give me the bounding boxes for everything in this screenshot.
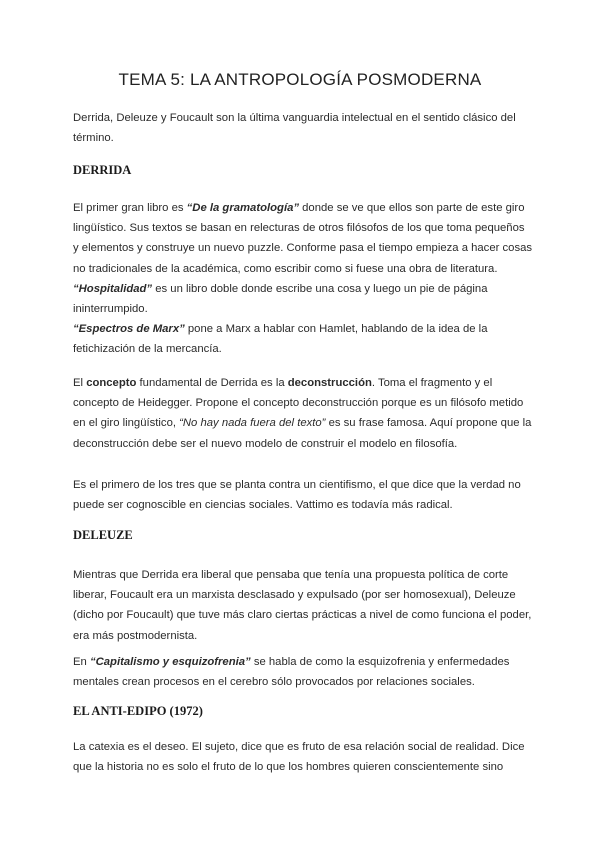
term-deconstruccion: deconstrucción <box>287 377 372 389</box>
derrida-paragraph-4: Es el primero de los tres que se planta contra un cientifismo, el que dice que la verdad no puede ser cognoscible en ciencias sociales. Vattimo es todavía más radical. <box>73 479 521 512</box>
book-title-capitalismo: “Capitalismo y esquizofrenia” <box>89 656 251 668</box>
heading-deleuze: DELEUZE <box>73 528 133 542</box>
page-title: TEMA 5: LA ANTROPOLOGÍA POSMODERNA <box>118 70 482 89</box>
antiedipo-paragraph-1: La catexia es el deseo. El sujeto, dice que es fruto de esa relación social de realidad. Dice que la historia no es solo el fruto de lo que los hombres quieren conscientemente sino <box>73 741 525 774</box>
derrida-paragraph-1: El primer gran libro es “De la gramatología” donde se ve que ellos son parte de este giro lingüístico. Sus textos se basan en relecturas de otros filósofos de los que toma pequeños y elementos y construye un nuevo puzzle. Conforme pasa el tiempo empieza a hacer cosas no tradicionales de la académica, como escribir como si fuese una obra de literatura. “Hospitalidad” es un libro doble donde escribe una cosa y luego un pie de página ininterrumpido. <box>73 202 533 316</box>
book-title-espectros: “Espectros de Marx” <box>73 323 185 335</box>
intro-paragraph: Derrida, Deleuze y Foucault son la última vanguardia intelectual en el sentido clásico del término. <box>73 112 516 145</box>
derrida-paragraph-3: El concepto fundamental de Derrida es la deconstrucción. Toma el fragmento y el concepto de Heidegger. Propone el concepto deconstrucción porque es un filósofo metido en el giro lingüístico, “No hay nada fuera del texto” es su frase famosa. Aquí propone que la deconstrucción debe ser el nuevo modelo de construir el modelo en filosofía. <box>73 377 532 450</box>
famous-quote: “No hay nada fuera del texto” <box>179 417 326 430</box>
heading-derrida: DERRIDA <box>73 163 132 177</box>
term-concepto: concepto <box>86 377 137 389</box>
heading-anti-edipo: EL ANTI-EDIPO (1972) <box>73 704 203 718</box>
deleuze-paragraph-1: Mientras que Derrida era liberal que pensaba que tenía una propuesta política de corte liberar, Foucault era un marxista desclasado y expulsado (por ser homosexual), Deleuze (dicho por Foucault) que tuve más claro ciertas prácticas a nivel de como funciona el poder, era más postmodernista. <box>73 569 532 642</box>
book-title-gramatologia: “De la gramatología” <box>186 202 300 214</box>
deleuze-paragraph-2: En “Capitalismo y esquizofrenia” se habla de como la esquizofrenia y enfermedades mentales crean procesos en el cerebro sólo provocados por relaciones sociales. <box>73 656 510 689</box>
book-title-hospitalidad: “Hospitalidad” <box>73 282 153 295</box>
derrida-paragraph-2: “Espectros de Marx” pone a Marx a hablar con Hamlet, hablando de la idea de la fetichización de la mercancía. <box>73 323 488 356</box>
